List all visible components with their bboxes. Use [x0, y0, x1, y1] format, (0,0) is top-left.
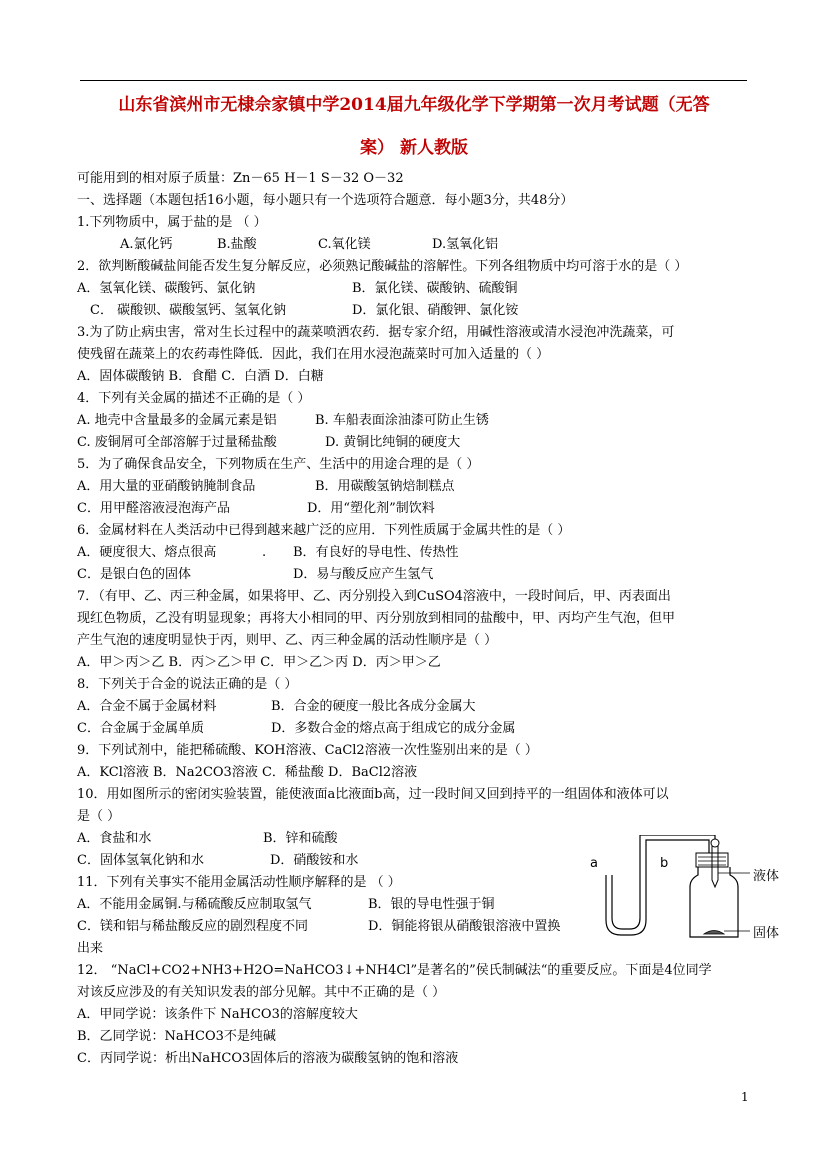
q6-option-b: B．有良好的导电性、传热性	[293, 545, 459, 560]
q11-option-c: C．镁和铝与稀盐酸反应的剧烈程度不同	[77, 919, 308, 934]
q11-option-b: B．银的导电性强于铜	[368, 897, 495, 912]
q4-option-c: C. 废铜屑可全部溶解于过量稀盐酸	[77, 435, 277, 450]
q10-option-c: C．固体氢氧化钠和水	[77, 853, 204, 868]
q12-option-c: C．丙同学说：析出NaHCO3固体后的溶液为碳酸氢钠的饱和溶液	[77, 1051, 459, 1066]
question-2: 2．欲判断酸碱盐间能否发生复分解反应，必须熟记酸碱盐的溶解性。下列各组物质中均可溶于水的是（ ）	[77, 259, 688, 274]
q12-option-b: B．乙同学说：NaHCO3不是纯碱	[77, 1029, 276, 1044]
question-7-line2: 现红色物质，乙没有明显现象；再将大小相同的甲、丙分别放到相同的盐酸中，甲、丙均产生气泡，但甲	[77, 611, 676, 626]
q12-option-a: A．甲同学说：该条件下 NaHCO3的溶解度较大	[77, 1007, 358, 1022]
question-11-continuation: 出来	[77, 941, 104, 956]
question-12-line2: 对该反应涉及的有关知识发表的部分见解。其中不正确的是（ ）	[77, 985, 446, 1000]
q2-option-c: C． 碳酸钡、碳酸氢钙、氢氧化钠	[90, 303, 287, 318]
question-6: 6．金属材料在人类活动中已得到越来越广泛的应用．下列性质属于金属共性的是（ ）	[77, 523, 571, 538]
q5-option-c: C．用甲醛溶液浸泡海产品	[77, 501, 230, 516]
question-1: 1.下列物质中，属于盐的是 （ ）	[77, 215, 267, 230]
q1-option-a: A.氯化钙	[120, 237, 173, 252]
q10-option-d: D．硝酸铵和水	[270, 853, 359, 868]
q10-option-b: B．锌和硫酸	[263, 831, 338, 846]
q2-option-b: B．氯化镁、碳酸钠、硫酸铜	[352, 281, 518, 296]
q5-option-d: D．用“塑化剂”制饮料	[307, 501, 435, 516]
q11-option-a: A．不能用金属铜.与稀硫酸反应制取氢气	[77, 897, 312, 912]
q4-option-d: D. 黄铜比纯铜的硬度大	[325, 435, 461, 450]
header-rule	[80, 80, 747, 81]
q1-option-c: C.氧化镁	[318, 237, 371, 252]
q10-option-a: A．食盐和水	[77, 831, 152, 846]
q8-option-b: B．合金的硬度一般比各成分金属大	[271, 699, 476, 714]
q1-option-b: B.盐酸	[217, 237, 257, 252]
question-3-options: A．固体碳酸钠 B．食醋 C．白酒 D．白糖	[77, 369, 324, 384]
question-12-line1: 12． “NaCl+CO2+NH3+H2O=NaHCO3↓+NH4Cl”是著名的”侯氏制碱法“的重要反应。下面是4位同学	[77, 963, 712, 978]
figure-label-a: a	[590, 856, 598, 871]
question-7-line3: 产生气泡的速度明显快于丙，则甲、乙、丙三种金属的活动性顺序是（ ）	[77, 633, 498, 648]
question-4: 4．下列有关金属的描述不正确的是（ ）	[77, 391, 311, 406]
page-number: 1	[741, 1090, 749, 1104]
q6-option-c: C．是银白色的固体	[77, 567, 191, 582]
q5-option-b: B．用碳酸氢钠焙制糕点	[315, 479, 455, 494]
q11-option-d: D．铜能将银从硝酸银溶液中置换	[368, 919, 561, 934]
q8-option-c: C．合金属于金属单质	[77, 721, 204, 736]
figure-label-b: b	[660, 856, 669, 871]
q1-option-d: D.氢氧化铝	[432, 237, 499, 252]
q6-stray-dot: .	[262, 545, 267, 560]
atomic-mass-line: 可能用到的相对原子质量：Zn－65 H－1 S－32 O－32	[77, 171, 404, 186]
q2-option-d: D．氯化银、硝酸钾、氯化铵	[352, 303, 519, 318]
q4-option-a: A. 地壳中含量最多的金属元素是铝	[77, 413, 277, 428]
section-heading: 一、选择题（本题包括16小题，每小题只有一个选项符合题意．每小题3分，共48分）	[77, 193, 574, 208]
q5-option-a: A．用大量的亚硝酸钠腌制食品	[77, 479, 256, 494]
q4-option-b: B. 车船表面涂油漆可防止生锈	[315, 413, 489, 428]
question-11: 11．下列有关事实不能用金属活动性顺序解释的是 （ ）	[77, 875, 401, 890]
q6-option-a: A．硬度很大、熔点很高	[77, 545, 217, 560]
question-9-options: A．KCl溶液 B．Na2CO3溶液 C．稀盐酸 D．BaCl2溶液	[77, 765, 418, 780]
question-5: 5．为了确保食品安全，下列物质在生产、生活中的用途合理的是（ ）	[77, 457, 480, 472]
question-10-line2: 是（ ）	[77, 809, 121, 824]
figure-label-solid: 固体	[753, 926, 780, 941]
question-7-line1: 7．（有甲、乙、丙三种金属，如果将甲、乙、丙分别投入到CuSO4溶液中，一段时间后，甲、丙表面出	[77, 589, 671, 604]
question-9: 9．下列试剂中，能把稀硫酸、KOH溶液、CaCl2溶液一次性鉴别出来的是（ ）	[77, 743, 538, 758]
question-3-line2: 使残留在蔬菜上的农药毒性降低．因此，我们在用水浸泡蔬菜时可加入适量的（ ）	[77, 347, 550, 362]
question-8: 8．下列关于合金的说法正确的是（ ）	[77, 677, 298, 692]
question-3-line1: 3.为了防止病虫害，常对生长过程中的蔬菜喷洒农药．据专家介绍，用碱性溶液或清水浸泡冲洗蔬菜，可	[77, 325, 675, 340]
page-title-line2: 案） 新人教版	[360, 138, 468, 158]
question-10-line1: 10．用如图所示的密闭实验装置，能使液面a比液面b高，过一段时间又回到持平的一组固体和液体可以	[77, 787, 669, 802]
q2-option-a: A．氢氧化镁、碳酸钙、氯化钠	[77, 281, 256, 296]
figure-label-liquid: 液体	[753, 869, 780, 884]
page-title-line1: 山东省滨州市无棣佘家镇中学2014届九年级化学下学期第一次月考试题（无答	[118, 95, 710, 115]
question-7-options: A．甲＞丙＞乙 B．丙＞乙＞甲 C．甲＞乙＞丙 D．丙＞甲＞乙	[77, 655, 441, 670]
q6-option-d: D．易与酸反应产生氢气	[293, 567, 434, 582]
q8-option-d: D．多数合金的熔点高于组成它的成分金属	[271, 721, 516, 736]
q8-option-a: A．合金不属于金属材料	[77, 699, 217, 714]
